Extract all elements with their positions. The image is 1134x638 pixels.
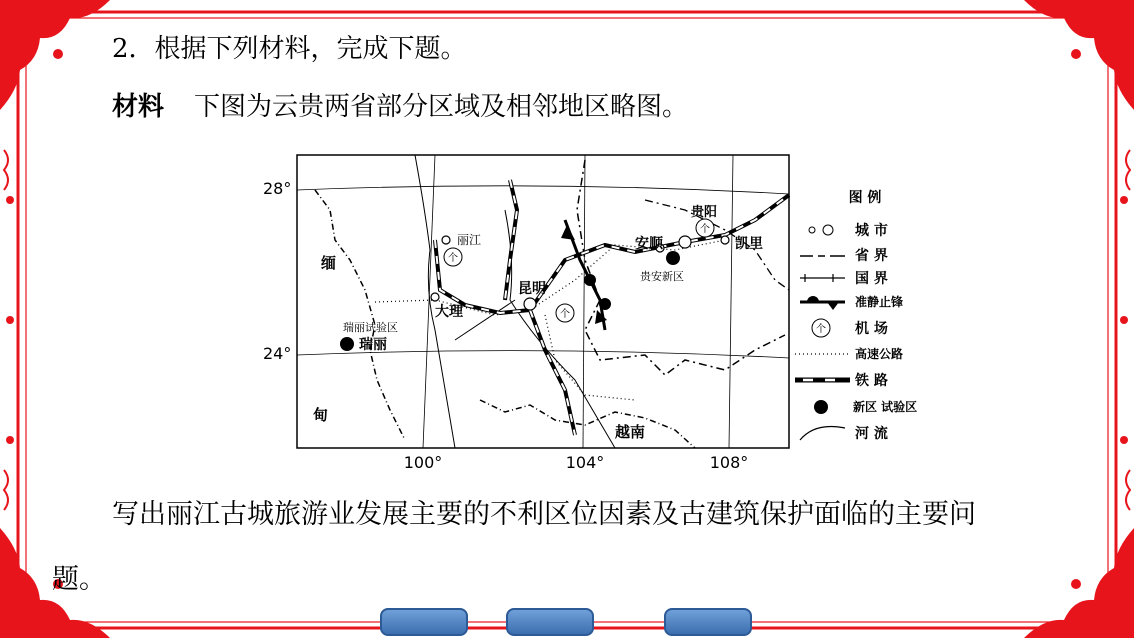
nav-button-prev[interactable] xyxy=(380,608,468,636)
guian-zone-icon xyxy=(666,251,680,265)
question-number-line: 2．根据下列材料，完成下题。 xyxy=(112,34,467,64)
lat-label-24: 24° xyxy=(263,344,292,363)
ruili-zone-icon xyxy=(340,337,354,351)
airport-guiyang-icon xyxy=(696,219,714,237)
label-vietnam: 越南 xyxy=(615,423,646,441)
label-dali: 大理 xyxy=(435,304,463,320)
prompt-line-1: 写出丽江古城旅游业发展主要的不利区位因素及古建筑保护面临的主要问 xyxy=(112,499,976,530)
lon-label-104: 104° xyxy=(565,453,605,472)
nav-button-home[interactable] xyxy=(506,608,594,636)
material-label: 材料 xyxy=(112,92,165,122)
city-kunming-icon xyxy=(524,298,536,310)
city-dali-icon xyxy=(431,293,439,301)
city-kaili-icon xyxy=(721,236,729,244)
expressway xyxy=(545,315,635,400)
lon-line-104 xyxy=(583,155,585,448)
svg-text:准静止锋: 准静止锋 xyxy=(855,295,904,309)
city-guiyang-icon xyxy=(679,236,691,248)
svg-text:省 界: 省 界 xyxy=(855,248,888,264)
svg-text:个: 个 xyxy=(700,224,710,235)
region-map xyxy=(255,150,935,480)
svg-text:个: 个 xyxy=(448,253,458,264)
svg-text:机 场: 机 场 xyxy=(855,321,888,337)
lon-line-100 xyxy=(423,155,435,448)
label-ruili-zone: 瑞丽试验区 xyxy=(343,321,398,334)
svg-text:铁 路: 铁 路 xyxy=(855,373,888,389)
lat-label-28: 28° xyxy=(263,179,292,198)
lat-line-28 xyxy=(297,186,789,194)
label-kunming: 昆明 xyxy=(518,281,546,297)
national-border-south xyxy=(480,400,695,448)
svg-text:城 市: 城 市 xyxy=(855,223,888,239)
national-border xyxy=(315,190,405,440)
label-anshun: 安顺 xyxy=(635,236,663,252)
city-lijiang-icon xyxy=(442,236,450,244)
airport-kunming-icon xyxy=(556,304,574,322)
svg-text:个: 个 xyxy=(816,324,826,335)
map-legend xyxy=(795,189,917,442)
label-kaili: 凯里 xyxy=(735,236,763,252)
label-myanmar-2: 甸 xyxy=(313,406,329,424)
material-line xyxy=(112,86,688,123)
railway-dash xyxy=(435,195,789,313)
svg-text:新区 试验区: 新区 试验区 xyxy=(853,400,918,414)
legend-title: 图 例 xyxy=(848,190,882,206)
lon-label-100: 100° xyxy=(403,453,443,472)
svg-text:高速公路: 高速公路 xyxy=(855,347,904,361)
lon-line-108 xyxy=(729,155,733,448)
label-guian: 贵安新区 xyxy=(640,270,684,283)
svg-text:河 流: 河 流 xyxy=(855,426,888,442)
svg-text:个: 个 xyxy=(560,309,570,320)
label-lijiang: 丽江 xyxy=(457,233,482,247)
label-guiyang: 贵阳 xyxy=(691,205,718,220)
prompt-line-2: 题。 xyxy=(52,564,106,595)
label-myanmar-1: 缅 xyxy=(321,254,337,272)
nav-button-next[interactable] xyxy=(664,608,752,636)
airport-lijiang-icon xyxy=(444,248,462,266)
railway xyxy=(435,195,789,313)
label-ruili: 瑞丽 xyxy=(359,337,387,353)
lon-label-108: 108° xyxy=(709,453,749,472)
new-zone-icon xyxy=(599,298,611,310)
svg-text:国 界: 国 界 xyxy=(855,271,888,287)
material-text: 下图为云贵两省部分区域及相邻地区略图。 xyxy=(194,92,689,122)
